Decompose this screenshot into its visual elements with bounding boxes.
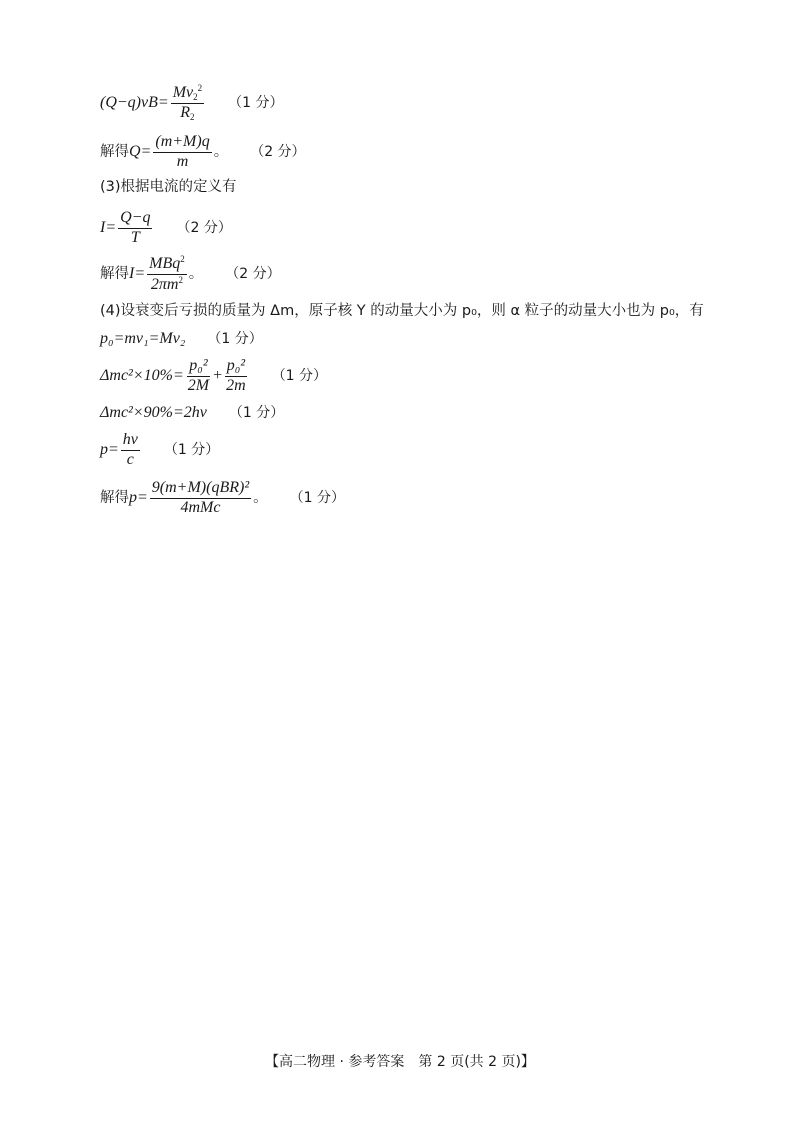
fraction	[150, 480, 251, 517]
denominator: R	[180, 104, 191, 122]
equation-lhs: Q=	[129, 143, 152, 161]
numerator: Q−q	[118, 210, 152, 229]
equation-line-1	[100, 84, 283, 123]
denominator: 2m	[226, 376, 246, 394]
score: （1 分）	[228, 95, 284, 112]
equation-line-10	[100, 432, 219, 469]
score: （1 分）	[271, 368, 328, 385]
page-footer: 【高二物理 · 参考答案 第 2 页(共 2 页)】	[265, 1054, 535, 1070]
equation-lhs: p=	[100, 441, 119, 459]
score: （1 分）	[163, 442, 220, 459]
equation-lhs: I=	[100, 219, 117, 237]
equation-lhs: p=	[129, 489, 148, 507]
equation-line-5	[100, 255, 281, 294]
equation-line-8	[100, 358, 327, 395]
prefix-text: 解得	[100, 266, 129, 283]
fraction	[224, 358, 248, 395]
fraction: $\frac{Mv_2^2}{R_2}$	[172, 83, 203, 123]
numerator: Mv	[172, 84, 194, 101]
denominator: 2πm	[150, 275, 179, 293]
plus-sign: +	[213, 367, 223, 385]
score: （2 分）	[176, 220, 232, 237]
score: （1 分）	[289, 490, 345, 507]
numerator: 9(m+M)(qBR)²	[150, 480, 251, 499]
numerator: hν	[121, 432, 140, 451]
score: （2 分）	[250, 144, 306, 161]
numerator: p₀²	[187, 358, 209, 377]
fraction	[186, 358, 211, 395]
score: （1 分）	[207, 331, 263, 347]
fraction	[118, 210, 152, 247]
equation-line-7	[100, 331, 263, 347]
denominator: c	[126, 450, 134, 468]
period: 。	[188, 266, 204, 283]
equation: Δmc²×90%=2hν	[100, 404, 207, 421]
equation-lhs: (Q−q)vB=	[100, 94, 169, 112]
equation-lhs: I=	[129, 265, 146, 283]
equation: p₀=mv₁=Mv₂	[100, 330, 186, 347]
numerator: p₀²	[225, 358, 247, 377]
equation-line-11	[100, 480, 345, 517]
score: （2 分）	[225, 266, 281, 283]
denominator: 2M	[187, 376, 210, 394]
equation-line-4	[100, 210, 232, 247]
denominator: 4mMc	[180, 498, 221, 516]
prefix-text: 解得	[100, 144, 129, 161]
period: 。	[213, 144, 229, 161]
period: 。	[253, 490, 268, 507]
equation-lhs: Δmc²×10%=	[100, 367, 184, 385]
fraction	[121, 432, 140, 469]
denominator: m	[176, 152, 189, 170]
fraction: $\frac{MBq^2}{2\pi m^2}$	[149, 254, 185, 293]
numerator: MBq	[149, 255, 181, 272]
score: （1 分）	[228, 405, 285, 421]
equation-line-2	[100, 134, 306, 171]
denominator: T	[130, 228, 140, 246]
prefix-text: 解得	[100, 490, 129, 507]
section-heading-3: (3)根据电流的定义有	[100, 179, 237, 195]
numerator: (m+M)q	[153, 134, 211, 153]
fraction	[153, 134, 211, 171]
section-heading-4: (4)设衰变后亏损的质量为 Δm，原子核 Y 的动量大小为 p₀，则 α 粒子的动量大小也为 p₀，有	[100, 303, 704, 319]
equation-line-9	[100, 405, 284, 421]
